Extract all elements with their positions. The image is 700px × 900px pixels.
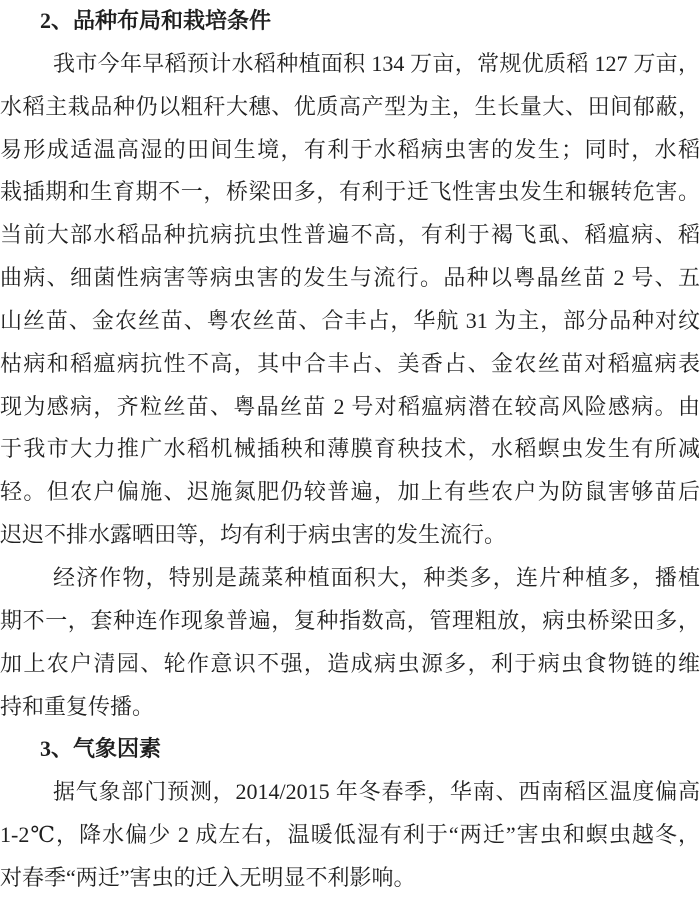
text-line: 经济作物，特别是蔬菜种植面积大，种类多，连片种植多，播植 — [53, 564, 700, 590]
text-line: 期不一，套种连作现象普遍，复种指数高，管理粗放，病虫桥梁田多， — [0, 607, 700, 633]
text-line: 山丝苗、金农丝苗、粤农丝苗、合丰占，华航 31 为主，部分品种对纹 — [0, 307, 700, 333]
text-line: 加上农户清园、轮作意识不强，造成病虫源多，利于病虫食物链的维 — [0, 650, 700, 676]
text-line: 对春季“两迁”害虫的迁入无明显不利影响。 — [0, 864, 416, 890]
heading-text-line: 2、品种布局和栽培条件 — [40, 8, 272, 33]
section-heading — [0, 0, 700, 43]
heading-text-line: 3、气象因素 — [40, 736, 162, 762]
text-line: 迟迟不排水露晒田等，均有利于病虫害的发生流行。 — [0, 522, 507, 548]
text-line: 据气象部门预测，2014/2015 年冬春季，华南、西南稻区温度偏高 — [53, 779, 700, 805]
text-line: 栽插期和生育期不一，桥梁田多，有利于迁飞性害虫发生和辗转危害。 — [0, 179, 700, 205]
section-heading — [0, 728, 700, 771]
text-line: 当前大部水稻品种抗病抗虫性普遍不高，有利于褐飞虱、稻瘟病、稻 — [0, 222, 700, 248]
paragraph — [0, 771, 700, 900]
text-line: 我市今年早稻预计水稻种植面积 134 万亩，常规优质稻 127 万亩， — [53, 50, 700, 76]
text-line: 水稻主栽品种仍以粗秆大穗、优质高产型为主，生长量大、田间郁蔽， — [0, 93, 700, 119]
text-line: 1-2℃，降水偏少 2 成左右，温暖低湿有利于“两迁”害虫和螟虫越冬， — [0, 822, 700, 848]
text-line: 轻。但农户偏施、迟施氮肥仍较普遍，加上有些农户为防鼠害够苗后 — [0, 479, 700, 505]
text-line: 于我市大力推广水稻机械插秧和薄膜育秧技术，水稻螟虫发生有所减 — [0, 436, 700, 462]
text-line: 曲病、细菌性病害等病虫害的发生与流行。品种以粤晶丝苗 2 号、五 — [0, 265, 700, 291]
text-line: 现为感病，齐粒丝苗、粤晶丝苗 2 号对稻瘟病潜在较高风险感病。由 — [0, 393, 700, 419]
paragraph — [0, 43, 700, 557]
text-line: 枯病和稻瘟病抗性不高，其中合丰占、美香占、金农丝苗对稻瘟病表 — [0, 350, 700, 376]
text-line: 持和重复传播。 — [0, 693, 155, 719]
paragraph — [0, 557, 700, 728]
text-line: 易形成适温高湿的田间生境，有利于水稻病虫害的发生；同时，水稻 — [0, 136, 700, 162]
